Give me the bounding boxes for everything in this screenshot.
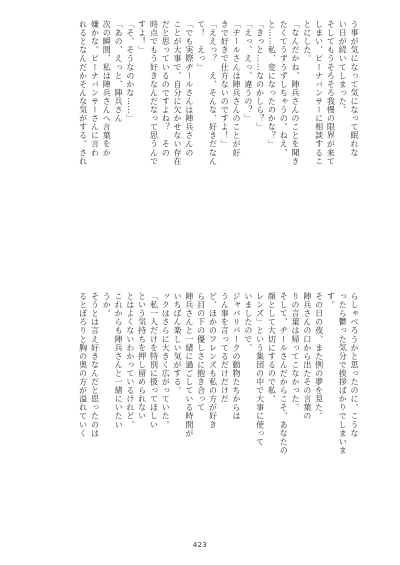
text-column: りの言葉は帰ってこなかった。 [291, 292, 301, 412]
text-column: 「なんだかね、陣兵さんのことを聞き [291, 20, 301, 166]
text-column: レンズ」という集団の中で大事に使って [255, 292, 265, 446]
text-column: う事が気になって気になって眠れな [350, 20, 359, 157]
text-column: きで好きで仕方ないのですよ！」 [220, 20, 230, 149]
text-column: これからも陣兵さんと一緒にいたい [114, 292, 124, 429]
text-column: 「ヂールさんは陣兵さんのことが好 [232, 20, 242, 157]
text-column: 「ええっ？ え、そんな、好きだなん [208, 20, 218, 166]
text-column: す。 [326, 292, 336, 310]
text-column: 時点でもう好きなんだなって思うんで [149, 20, 159, 166]
text-column: いちばん楽しい気がする。 [173, 292, 183, 395]
text-column: しまい、ピーナバンサーに相談するこ [314, 20, 324, 166]
page-number: 423 [192, 541, 208, 549]
upper-text-block [44, 20, 360, 250]
text-column: 顔として大切にするので私、 [267, 292, 277, 404]
text-column: すよ！」 [137, 20, 147, 55]
text-column: ックはさらに大きく広がっていた。 [161, 292, 171, 429]
text-column: らしゃべろうかと思ったのに、こうな [350, 292, 359, 438]
text-column: ジャパリパークの動物たちからは [232, 292, 242, 421]
text-column: 「あの、えっと、陣兵さん [114, 20, 124, 123]
text-column: と……私、変になったのかな？」 [267, 20, 277, 149]
text-column: 陣兵さんと一緒に過ごしている時間が [184, 292, 194, 438]
text-column: とはよくないわかっているけれど、 [125, 292, 135, 429]
text-column: 「そ、そうなのかな……」 [125, 20, 135, 123]
text-column: うん事を言ってるだけだけだ [220, 292, 230, 404]
text-column: るとぽろりと胸の奥の方が溢れていく [78, 292, 88, 438]
text-column: ど、ほかのフレンズも私の方が好き [208, 292, 218, 429]
text-column: うか。 [102, 292, 112, 318]
text-column: 「私一人だけを特別に扱ってほしい [149, 292, 159, 429]
text-column: 嫌かな。ピーナバンサーさんに言わ [90, 20, 100, 157]
text-column: という気持ちを押し留められない [137, 292, 147, 421]
text-column: いましたので、 [243, 292, 253, 352]
text-column: 「えっ、えっ、違うの？」 [243, 20, 253, 123]
text-column: たくてうずうずしちゃうの。ねえ、 [279, 20, 289, 157]
lower-text-block [44, 292, 360, 524]
text-column: そして、ヂールさんだからこそ、あなたの [279, 292, 289, 455]
text-column: そうとは言え好きなんだと思ったのは [90, 292, 100, 438]
text-column: て！ えっ」 [196, 20, 206, 72]
text-column: ったら鬱った気分で挨拶ばかりでしまいま [338, 292, 348, 455]
text-column: ことが大事で、自分に欠かせない存在 [173, 20, 183, 166]
text-column: 次の瞬間、私は陣兵さんへ言葉をか [102, 20, 112, 157]
text-column: そしてもうそろそろ我慢の限界が来て [326, 20, 336, 166]
text-column: い日が続いてしまった。 [338, 20, 348, 115]
text-column: ら目の下の優しさに抱き合って [196, 292, 206, 412]
text-column: とにした。 [302, 20, 312, 63]
text-column: 「きっと……なのかしら？」 [255, 20, 265, 132]
text-column: だと思っているのですよね？ その [161, 20, 171, 157]
text-column: その日の夜、また例の夢を見た。 [314, 292, 324, 421]
text-column: 陣兵さんの口から出たその言葉の [302, 292, 312, 421]
text-column: 「でも実際ヂールさんは陣兵さんの [184, 20, 194, 157]
text-column: れるとなんだかそんな気がする。され [78, 20, 88, 166]
